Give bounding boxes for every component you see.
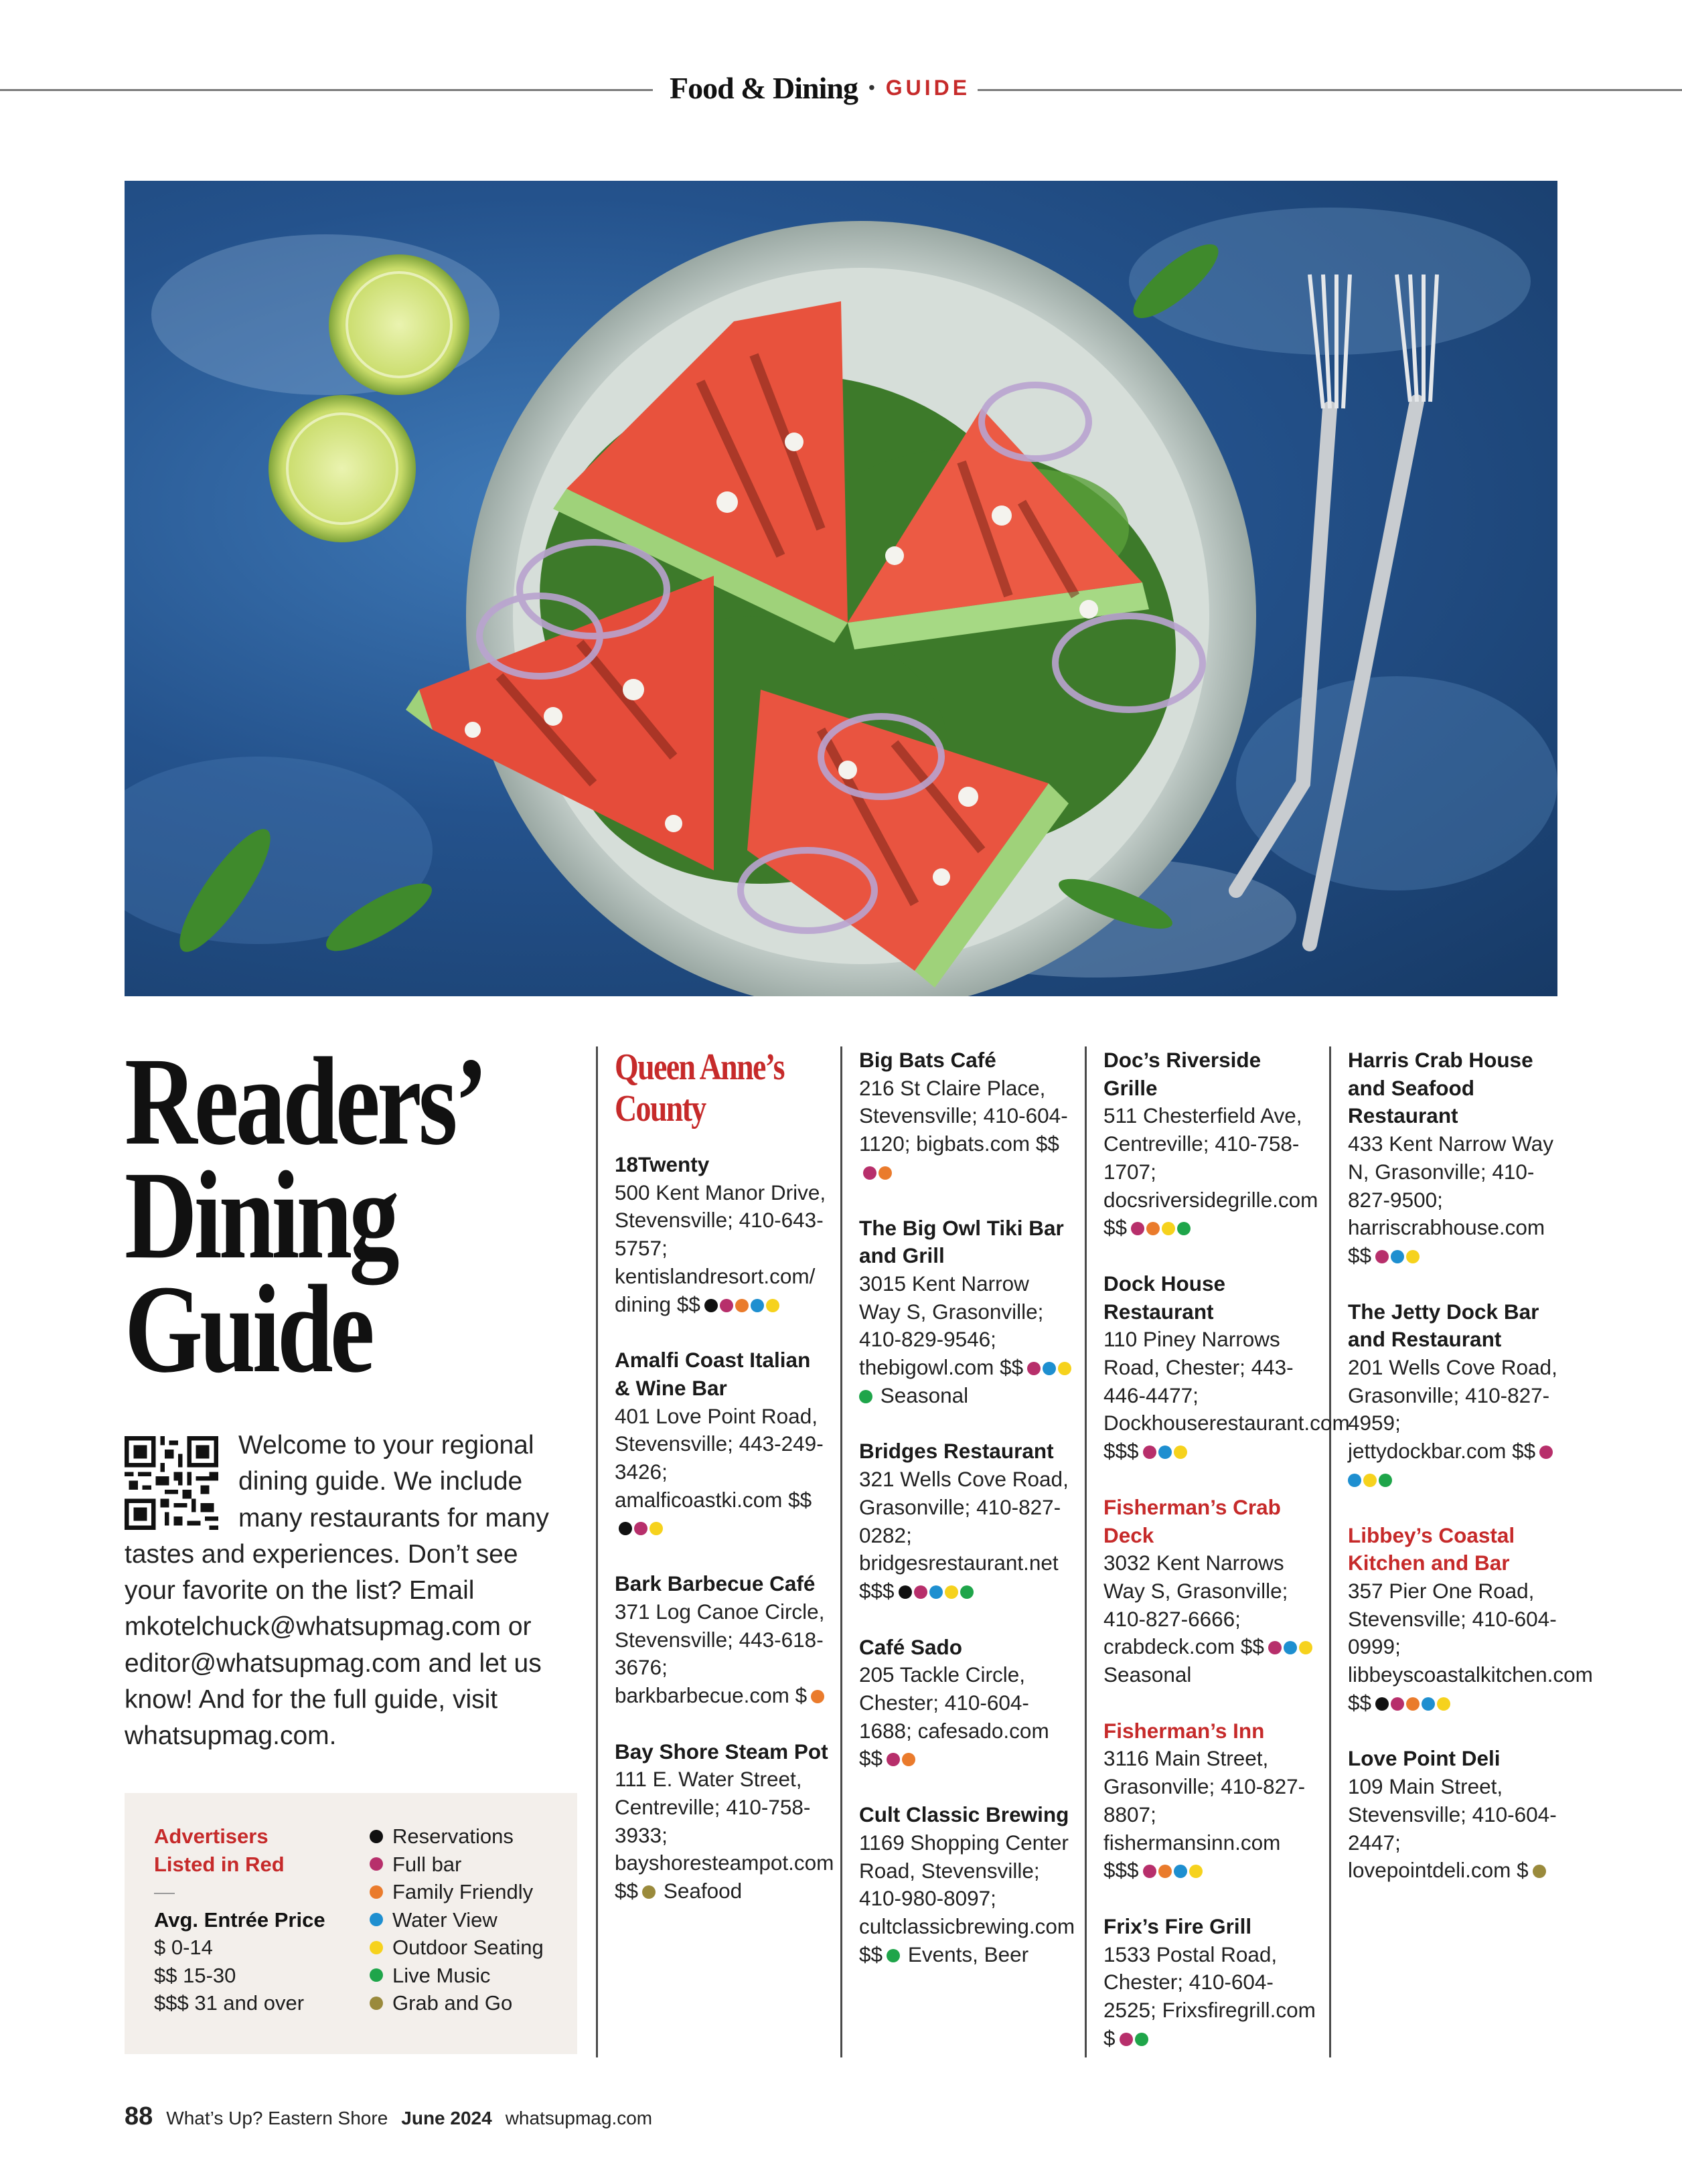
listing-entries-1: [615, 1151, 834, 1905]
magenta-dot-icon: [1131, 1222, 1144, 1235]
green-dot-icon: [1177, 1222, 1191, 1235]
olive-dot-icon: [642, 1885, 656, 1899]
yellow-dot-icon: [945, 1585, 958, 1599]
restaurant-name: Big Bats Café: [859, 1048, 996, 1072]
orange-dot-icon: [811, 1690, 824, 1703]
restaurant-listing: [615, 1738, 834, 1905]
amenity-dots: [642, 1879, 658, 1903]
blue-dot-icon: [751, 1299, 764, 1312]
legend-item-label: Full bar: [392, 1852, 462, 1876]
restaurant-name: Cult Classic Brewing: [859, 1802, 1069, 1827]
black-dot-icon: [370, 1830, 383, 1843]
amenity-dots: [887, 1942, 902, 1966]
hero-photo-watermelon-salad: [125, 181, 1557, 996]
green-dot-icon: [960, 1585, 974, 1599]
green-dot-icon: [1135, 2033, 1148, 2046]
county-heading-line-2: County: [615, 1088, 706, 1129]
black-dot-icon: [899, 1585, 912, 1599]
restaurant-name: Doc’s Riverside Grille: [1103, 1048, 1262, 1100]
orange-dot-icon: [735, 1299, 749, 1312]
restaurant-name: Libbey’s Coastal Kitchen and Bar: [1348, 1523, 1515, 1575]
section-separator: •: [868, 77, 875, 98]
amenity-dots: [899, 1579, 976, 1603]
magenta-dot-icon: [914, 1585, 927, 1599]
restaurant-details: 216 St Claire Place, Stevensville; 410-604-1120; bigbats.com $$: [859, 1075, 1068, 1156]
restaurant-name: Fisherman’s Inn: [1103, 1718, 1265, 1743]
amenity-dots: [1533, 1858, 1548, 1882]
restaurant-name: 18Twenty: [615, 1152, 710, 1176]
restaurant-listing: [1103, 1717, 1319, 1885]
restaurant-details: 1169 Shopping Center Road, Stevensville; 410-980-8097; cultclassicbrewing.com $$: [859, 1830, 1075, 1966]
legend-item-label: Live Music: [392, 1963, 491, 1987]
restaurant-name: The Big Owl Tiki Bar and Grill: [859, 1215, 1064, 1268]
restaurant-details: 201 Wells Cove Road, Grasonville; 410-827-4959; jettydockbar.com $$: [1348, 1355, 1557, 1464]
restaurant-note: Seasonal: [1103, 1662, 1192, 1687]
header-rule-left: [0, 89, 653, 91]
orange-dot-icon: [878, 1166, 892, 1180]
restaurant-note: Seafood: [663, 1879, 743, 1903]
restaurant-listing: [1348, 1522, 1593, 1717]
orange-dot-icon: [1406, 1697, 1420, 1711]
legend-item-black: [366, 1822, 573, 1851]
amenity-dots: [811, 1683, 826, 1707]
magenta-dot-icon: [1143, 1865, 1156, 1878]
amenity-dots: [1143, 1858, 1205, 1882]
restaurant-name: Harris Crab House and Seafood Restaurant: [1348, 1048, 1533, 1128]
legend-item-label: Family Friendly: [392, 1880, 534, 1903]
restaurant-details: 321 Wells Cove Road, Grasonville; 410-827-0282; bridgesrestaurant.net $$$: [859, 1467, 1069, 1603]
restaurant-name: Love Point Deli: [1348, 1746, 1501, 1771]
black-dot-icon: [704, 1299, 718, 1312]
restaurant-listing: [1348, 1298, 1563, 1494]
restaurant-name: Bark Barbecue Café: [615, 1571, 816, 1596]
yellow-dot-icon: [1406, 1250, 1420, 1263]
headline-line-2: Dining: [125, 1145, 396, 1285]
green-dot-icon: [859, 1390, 872, 1403]
green-dot-icon: [887, 1949, 900, 1962]
section-name: Food & Dining: [670, 70, 858, 105]
section-header: [670, 64, 978, 111]
restaurant-details: 433 Kent Narrow Way N, Grasonville; 410-827-9500; harriscrabhouse.com $$: [1348, 1132, 1553, 1267]
restaurant-details: 1533 Postal Road, Chester; 410-604-2525; Frixsfiregrill.com $: [1103, 1942, 1316, 2050]
page-footer: [125, 2102, 652, 2136]
legend-item-label: Reservations: [392, 1824, 514, 1848]
column-rule-4: [1329, 1046, 1331, 2057]
restaurant-note: Events, Beer: [907, 1942, 1029, 1966]
yellow-dot-icon: [1162, 1222, 1175, 1235]
publication-name: What’s Up? Eastern Shore: [166, 2108, 388, 2128]
blue-dot-icon: [1284, 1641, 1297, 1654]
column-rule-1: [596, 1046, 598, 2057]
amenity-dots: [1131, 1215, 1193, 1239]
olive-dot-icon: [370, 1997, 383, 2010]
yellow-dot-icon: [1174, 1446, 1187, 1459]
blue-dot-icon: [1422, 1697, 1435, 1711]
magenta-dot-icon: [1027, 1362, 1041, 1375]
legend-item-green: [366, 1962, 573, 1990]
magenta-dot-icon: [1268, 1641, 1282, 1654]
restaurant-name: The Jetty Dock Bar and Restaurant: [1348, 1299, 1539, 1352]
restaurant-details: 511 Chesterfield Ave, Centreville; 410-758-1707; docsriversidegrille.com $$: [1103, 1103, 1318, 1240]
yellow-dot-icon: [1189, 1865, 1203, 1878]
restaurant-listing: [859, 1046, 1075, 1186]
page-number: 88: [125, 2102, 153, 2130]
blue-dot-icon: [929, 1585, 943, 1599]
amenity-dots: [619, 1515, 665, 1539]
magenta-dot-icon: [1375, 1250, 1389, 1263]
legend-item-label: Water View: [392, 1907, 498, 1932]
black-dot-icon: [619, 1522, 632, 1535]
olive-dot-icon: [1533, 1865, 1546, 1878]
restaurant-listing: [859, 1801, 1075, 1968]
restaurant-details: 401 Love Point Road, Stevensville; 443-249-3426; amalficoastki.com $$: [615, 1403, 824, 1512]
legend-item-blue: [366, 1906, 573, 1934]
restaurant-note: Seasonal: [880, 1383, 969, 1407]
amenity-dots: [1143, 1439, 1189, 1463]
restaurant-details: 110 Piney Narrows Road, Chester; 443-446-4477; Dockhouserestaurant.com $$$: [1103, 1327, 1350, 1464]
listing-column-1: [615, 1046, 834, 1934]
restaurant-listing: [859, 1215, 1075, 1410]
restaurant-name: Amalfi Coast Italian & Wine Bar: [615, 1348, 811, 1400]
magenta-dot-icon: [1391, 1697, 1404, 1711]
section-label: GUIDE: [885, 75, 971, 100]
restaurant-details: 3015 Kent Narrow Way S, Grasonville; 410-829-9546; thebigowl.com $$: [859, 1271, 1044, 1380]
restaurant-listing: [1348, 1745, 1563, 1885]
restaurant-details: 111 E. Water Street, Centreville; 410-758-3933; bayshoresteampot.com $$: [615, 1767, 834, 1903]
qr-spacer: [125, 1427, 238, 1535]
magenta-dot-icon: [634, 1522, 647, 1535]
county-heading: [615, 1046, 824, 1129]
restaurant-name: Fisherman’s Crab Deck: [1103, 1494, 1281, 1547]
price-tier-3: $$$ 31 and over: [154, 1991, 305, 2015]
magenta-dot-icon: [720, 1299, 733, 1312]
magenta-dot-icon: [887, 1753, 900, 1766]
legend-item-magenta: [366, 1851, 573, 1879]
restaurant-details: 357 Pier One Road, Stevensville; 410-604-0999; libbeyscoastalkitchen.com $$: [1348, 1578, 1593, 1715]
restaurant-name: Frix’s Fire Grill: [1103, 1914, 1252, 1938]
price-tier-1: $ 0-14: [154, 1936, 213, 1959]
magenta-dot-icon: [370, 1857, 383, 1871]
intro-paragraph: [125, 1427, 573, 1755]
restaurant-listing: [1103, 1913, 1319, 2053]
headline-line-1: Readers’: [125, 1031, 485, 1171]
green-dot-icon: [1379, 1474, 1392, 1487]
yellow-dot-icon: [1363, 1474, 1377, 1487]
yellow-dot-icon: [1058, 1362, 1071, 1375]
restaurant-listing: [859, 1634, 1075, 1774]
yellow-dot-icon: [1437, 1697, 1450, 1711]
price-tier-2: $$ 15-30: [154, 1963, 236, 1987]
restaurant-details: 3032 Kent Narrows Way S, Grasonville; 410-827-6666; crabdeck.com $$: [1103, 1551, 1288, 1659]
restaurant-details: 205 Tackle Circle, Chester; 410-604-1688; cafesado.com $$: [859, 1662, 1049, 1771]
amenity-dots: [887, 1746, 917, 1770]
amenity-dots: [863, 1160, 894, 1184]
magenta-dot-icon: [1120, 2033, 1133, 2046]
restaurant-listing: [1103, 1046, 1319, 1242]
yellow-dot-icon: [766, 1299, 779, 1312]
magenta-dot-icon: [1539, 1446, 1553, 1459]
restaurant-listing: [859, 1437, 1075, 1605]
restaurant-name: Café Sado: [859, 1634, 963, 1659]
legend-divider: —: [154, 1880, 175, 1903]
blue-dot-icon: [1043, 1362, 1056, 1375]
blue-dot-icon: [1158, 1446, 1172, 1459]
magenta-dot-icon: [1143, 1446, 1156, 1459]
amenity-dots: [704, 1292, 781, 1316]
intro-text: Welcome to your regional dining guide. We include many restaurants for many tastes and experiences. Don’t see your favorite on the list? Email mkotelchuck@whatsupmag.com or editor@whatsupmag.com and let us know! And for the full guide, visit whatsupmag.com.: [125, 1431, 549, 1751]
page-headline: [125, 1031, 510, 1399]
amenity-dots: [1268, 1634, 1314, 1658]
blue-dot-icon: [1391, 1250, 1404, 1263]
restaurant-name: Bridges Restaurant: [859, 1439, 1054, 1464]
blue-dot-icon: [1174, 1865, 1187, 1878]
column-rule-2: [840, 1046, 842, 2057]
orange-dot-icon: [902, 1753, 915, 1766]
legend-box: [125, 1793, 577, 2054]
listing-column-3: [1103, 1046, 1350, 2081]
legend-item-olive: [366, 1989, 573, 2017]
legend-item-yellow: [366, 1934, 573, 1962]
restaurant-details: 109 Main Street, Stevensville; 410-604-2447; lovepointdeli.com $: [1348, 1774, 1557, 1883]
yellow-dot-icon: [649, 1522, 663, 1535]
yellow-dot-icon: [370, 1941, 383, 1954]
legend-item-orange: [366, 1878, 573, 1906]
restaurant-listing: [1348, 1046, 1563, 1270]
restaurant-listing: [615, 1346, 830, 1542]
website: whatsupmag.com: [505, 2108, 653, 2128]
restaurant-listing: [615, 1151, 830, 1318]
amenity-dots: [1375, 1243, 1422, 1267]
restaurant-details: 3116 Main Street, Grasonville; 410-827-8807; fishermansinn.com $$$: [1103, 1746, 1306, 1883]
avg-price-title: Avg. Entrée Price: [154, 1907, 325, 1932]
restaurant-name: Dock House Restaurant: [1103, 1271, 1226, 1324]
blue-dot-icon: [1348, 1474, 1361, 1487]
county-heading-line-1: Queen Anne’s: [615, 1046, 784, 1088]
issue-date: June 2024: [401, 2108, 492, 2128]
orange-dot-icon: [1146, 1222, 1160, 1235]
headline-line-3: Guide: [125, 1259, 372, 1399]
restaurant-name: Bay Shore Steam Pot: [615, 1739, 828, 1764]
black-dot-icon: [1375, 1697, 1389, 1711]
blue-dot-icon: [370, 1913, 383, 1926]
orange-dot-icon: [1158, 1865, 1172, 1878]
restaurant-listing: [1103, 1494, 1319, 1689]
listing-column-2: [859, 1046, 1075, 1997]
legend-key: [366, 1822, 573, 2017]
restaurant-details: 371 Log Canoe Circle, Stevensville; 443-618-3676; barkbarbecue.com $: [615, 1599, 825, 1707]
restaurant-listing: [1103, 1270, 1350, 1466]
orange-dot-icon: [370, 1885, 383, 1899]
header-rule-right: [978, 89, 1682, 91]
yellow-dot-icon: [1299, 1641, 1312, 1654]
magenta-dot-icon: [863, 1166, 876, 1180]
amenity-dots: [1120, 2026, 1150, 2050]
listing-column-4: [1348, 1046, 1593, 1913]
advertisers-note-line-1: Advertisers: [154, 1824, 269, 1848]
restaurant-details: 500 Kent Manor Drive, Stevensville; 410-643-5757; kentislandresort.com/ dining $$: [615, 1180, 826, 1316]
legend-item-label: Grab and Go: [392, 1991, 513, 2015]
column-rule-3: [1085, 1046, 1087, 2057]
restaurant-listing: [615, 1570, 830, 1710]
legend-left: [154, 1822, 355, 2017]
legend-item-label: Outdoor Seating: [392, 1936, 544, 1959]
advertisers-note-line-2: Listed in Red: [154, 1852, 285, 1876]
amenity-dots: [1375, 1691, 1452, 1715]
green-dot-icon: [370, 1968, 383, 1982]
